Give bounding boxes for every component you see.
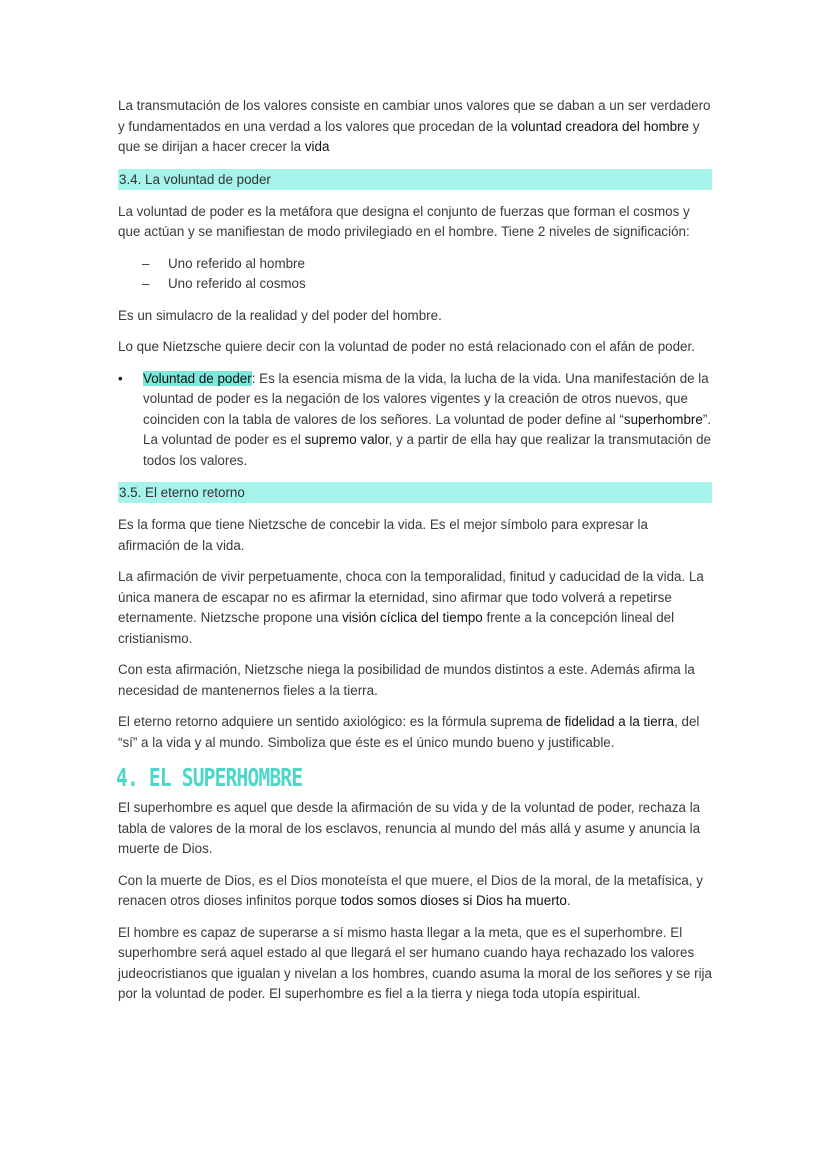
keyword-vision-ciclica: visión cíclica del tiempo <box>342 610 483 625</box>
paragraph-muerte-de-dios: Con la muerte de Dios, es el Dios monoteísta el que muere, el Dios de la moral, de la metafísica, y renacen otros dioses infinitos porque todos somos dioses si Dios ha muerto. <box>118 872 703 908</box>
dash-marker: – <box>142 276 150 291</box>
keyword-voluntad-creadora: voluntad creadora del hombre <box>511 118 689 134</box>
keyword-fidelidad-tierra: de fidelidad a la tierra <box>546 714 675 729</box>
section-heading-voluntad-de-poder: 3.4. La voluntad de poder <box>118 169 712 190</box>
paragraph-superhombre-definicion: El superhombre es aquel que desde la afirmación de su vida y de la voluntad de poder, rechaza la tabla de valores de la moral de los esclavos, renuncia al mundo del más allá y asume y anuncia la muerte de Dios. <box>118 800 701 856</box>
dash-list <box>118 254 712 295</box>
paragraph-superarse: El hombre es capaz de superarse a sí mismo hasta llegar a la meta, que es el superhombre. El superhombre será aquel estado al que llegará el ser humano cuando haya rechazado los valores judeocristianos que igualan y nivelan a los hombres, cuando asuma la moral de los señores y se rija por la voluntad de poder. El superhombre es fiel a la tierra y niega toda utopía espiritual. <box>118 924 712 1001</box>
bullet-list <box>118 369 712 472</box>
chapter-heading-superhombre: 4. EL SUPERHOMBRE <box>116 763 303 792</box>
keyword-supremo-valor: supremo valor <box>304 432 389 447</box>
section-heading-eterno-retorno: 3.5. El eterno retorno <box>118 482 712 503</box>
bullet-marker: • <box>118 370 123 386</box>
list-item: – Uno referido al hombre <box>118 254 712 275</box>
paragraph-nietzsche-afan: Lo que Nietzsche quiere decir con la voluntad de poder no está relacionado con el afán de poder. <box>118 339 695 354</box>
list-item: – Uno referido al cosmos <box>118 274 712 295</box>
paragraph-forma-concebir: Es la forma que tiene Nietzsche de concebir la vida. Es el mejor símbolo para expresar la afirmación de la vida. <box>118 517 648 553</box>
highlight-voluntad-de-poder: Voluntad de poder <box>143 370 252 386</box>
keyword-vida: vida <box>304 139 330 154</box>
keyword-superhombre: superhombre <box>623 411 703 427</box>
keyword-todos-somos-dioses: todos somos dioses si Dios ha muerto <box>340 893 567 908</box>
list-item: • Voluntad de poder: Es la esencia misma de la vida, la lucha de la vida. Una manifestación de la voluntad de poder es la negación de los valores vigentes y la creación de otros nuevos, que coinciden con la tabla de valores de los señores. La voluntad de poder define al “superhombre”. La voluntad de poder es el supremo valor, y a partir de ella hay que realizar la transmutación de todos los valores. <box>118 370 711 468</box>
paragraph-voluntad-definicion: La voluntad de poder es la metáfora que designa el conjunto de fuerzas que forman el cosmos y que actúan y se manifiestan de modo privilegiado en el hombre. Tiene 2 niveles de significación: <box>118 203 690 239</box>
dash-marker: – <box>142 255 150 271</box>
paragraph-sentido-axiologico: El eterno retorno adquiere un sentido axiológico: es la fórmula suprema de fidelidad a la tierra, del “sí” a la vida y al mundo. Simboliza que éste es el único mundo bueno y justificable. <box>118 714 700 750</box>
paragraph-mundos-distintos: Con esta afirmación, Nietzsche niega la posibilidad de mundos distintos a este. Además afirma la necesidad de mantenernos fieles a la tierra. <box>118 662 695 698</box>
paragraph-afirmacion-vivir: La afirmación de vivir perpetuamente, choca con la temporalidad, finitud y caducidad de la vida. La única manera de escapar no es afirmar la eternidad, sino afirmar que todo volverá a repetirse eternamente. Nietzsche propone una visión cíclica del tiempo frente a la concepción lineal del cristianismo. <box>118 569 704 646</box>
paragraph-transmutacion: La transmutación de los valores consiste en cambiar unos valores que se daban a un ser verdadero y fundamentados en una verdad a los valores que procedan de la voluntad creadora del hombre y que se dirijan a hacer crecer la vida <box>118 98 711 154</box>
paragraph-simulacro: Es un simulacro de la realidad y del poder del hombre. <box>118 307 442 323</box>
document-body <box>118 96 712 1016</box>
